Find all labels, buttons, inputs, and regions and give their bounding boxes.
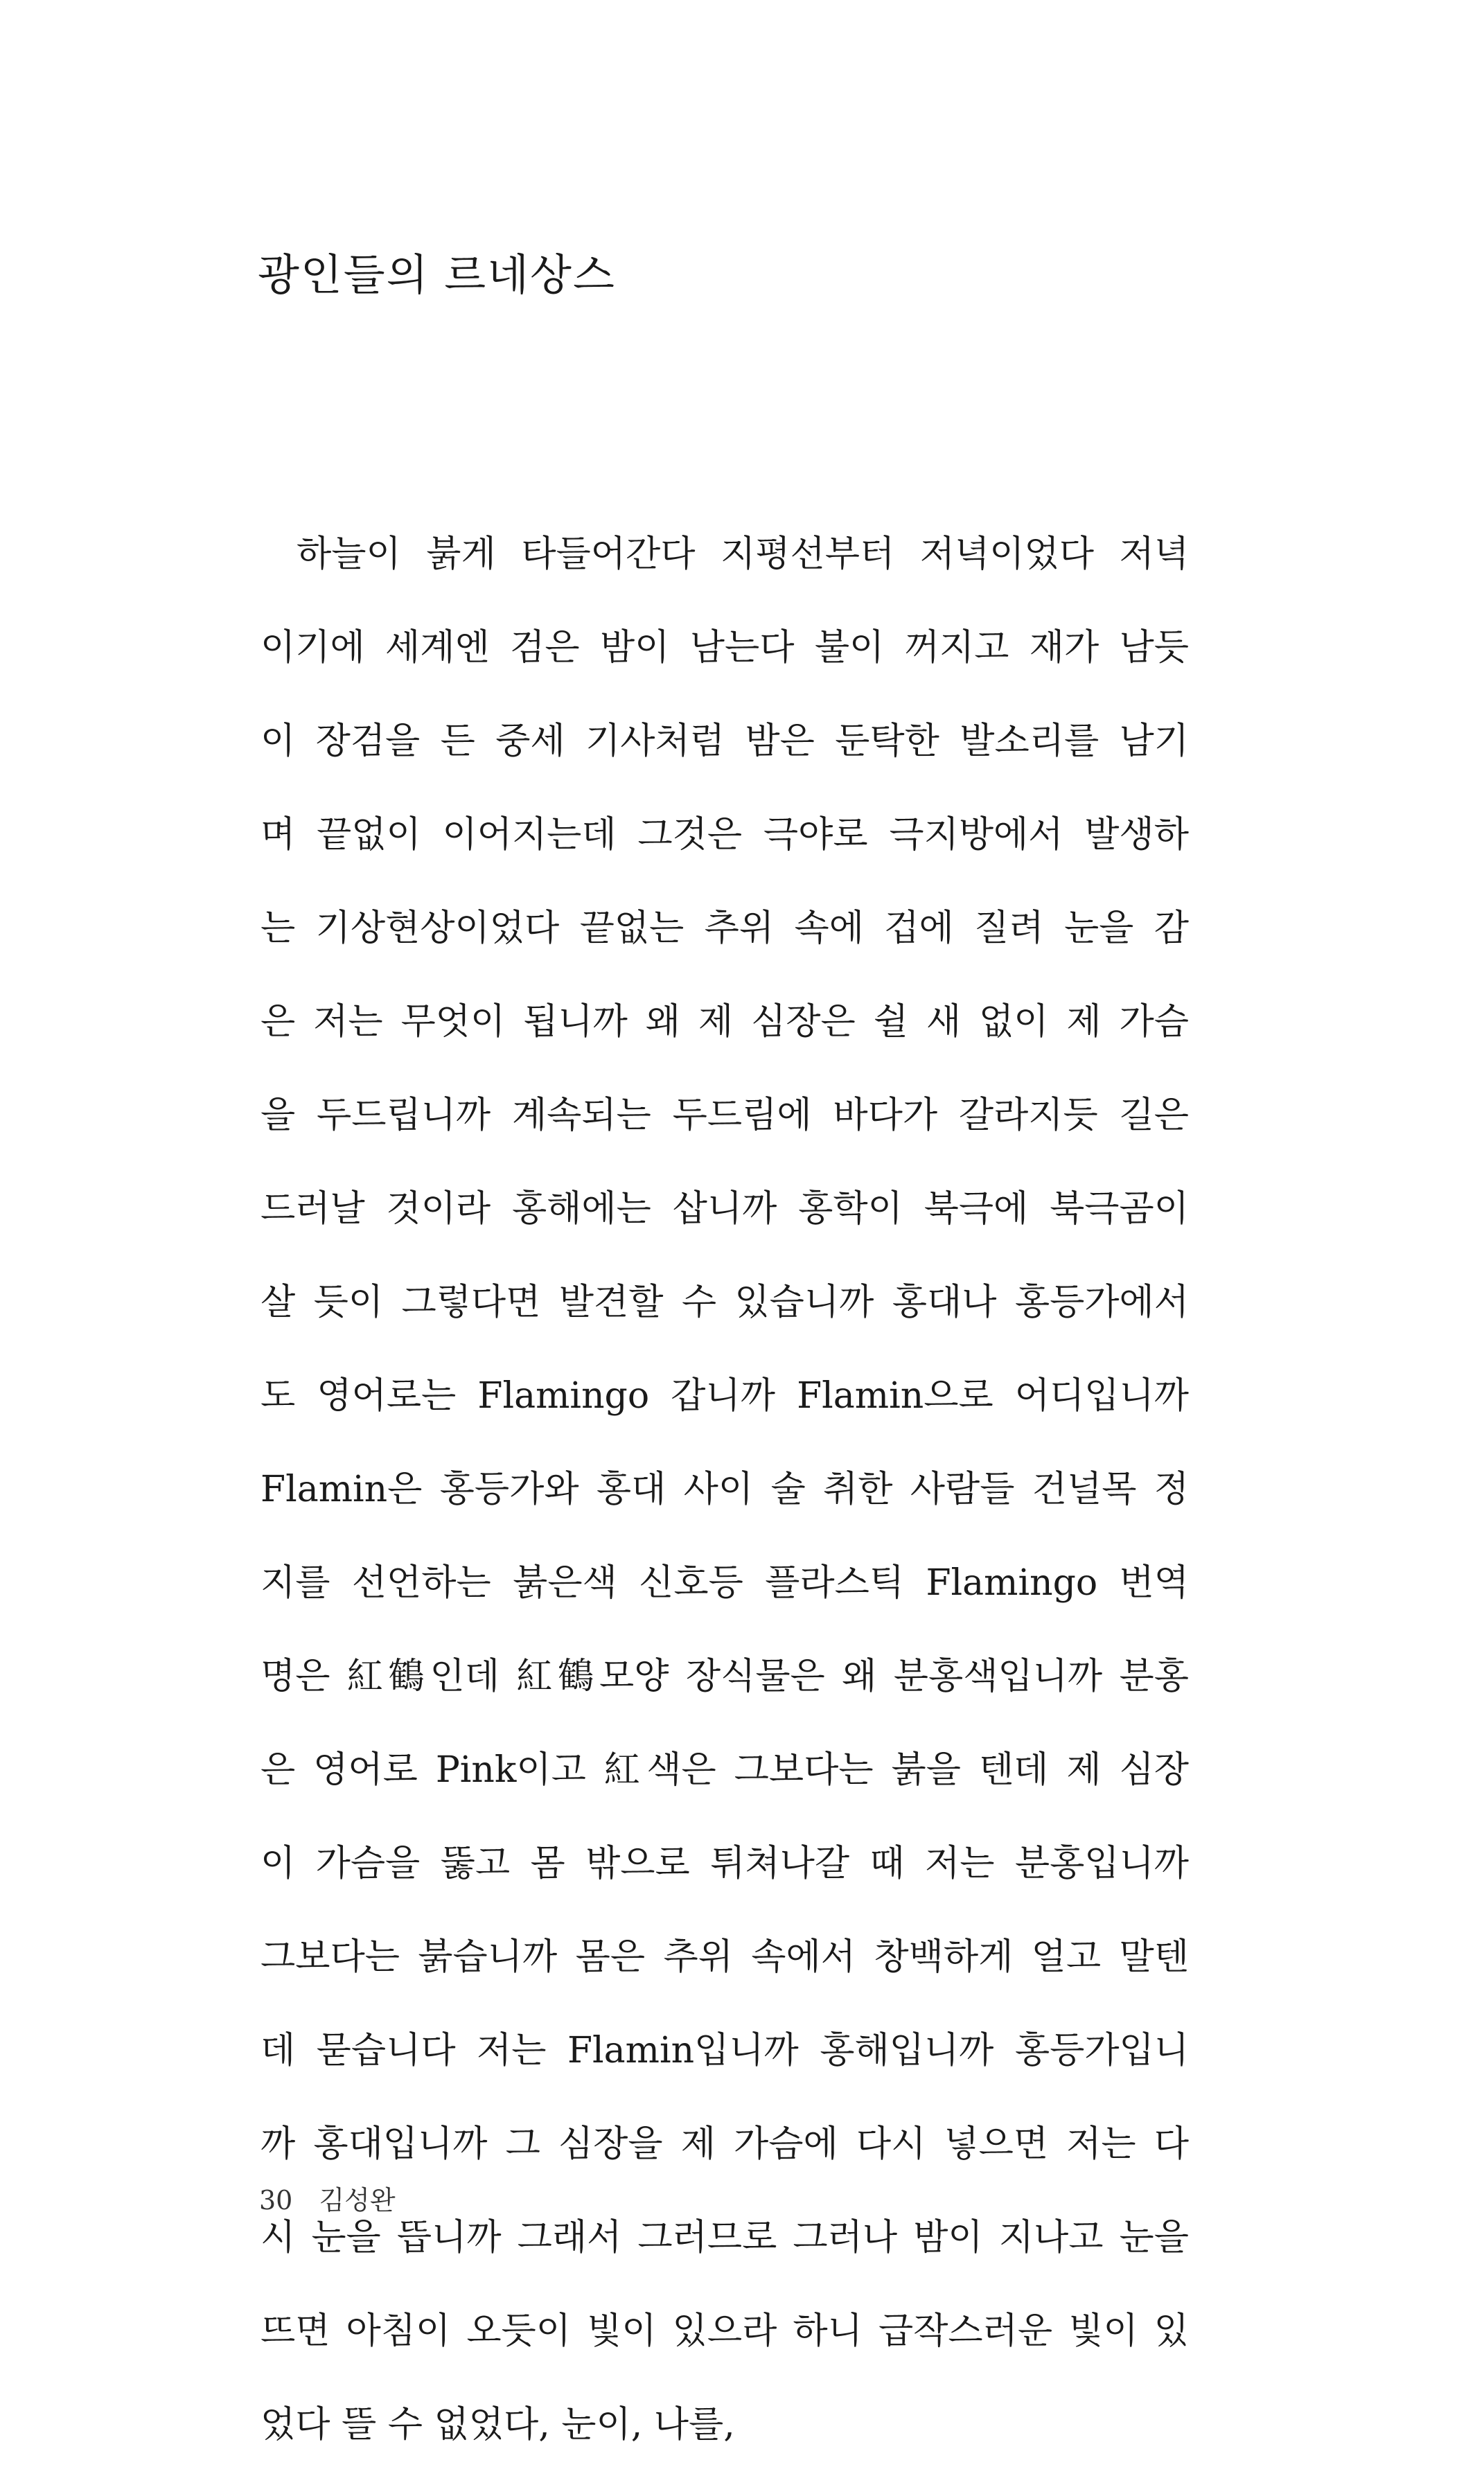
- poem-line: 그보다는 붉습니까 몸은 추위 속에서 창백하게 얼고 말텐: [260, 1936, 1189, 1978]
- poem-line: Flamin은 홍등가와 홍대 사이 술 취한 사람들 건널목 정: [260, 1469, 1189, 1510]
- poem-line: 이 가슴을 뚫고 몸 밖으로 튀쳐나갈 때 저는 분홍입니까: [260, 1843, 1189, 1884]
- poem-line: 이기에 세계엔 검은 밤이 남는다 불이 꺼지고 재가 남듯: [260, 627, 1189, 669]
- poem-line: 뜨면 아침이 오듯이 빛이 있으라 하니 급작스러운 빛이 있: [260, 2310, 1189, 2352]
- poem-line: 살 듯이 그렇다면 발견할 수 있습니까 홍대나 홍등가에서: [260, 1282, 1189, 1323]
- page-number: 30: [259, 2185, 293, 2216]
- poem-line: 하늘이 붉게 타들어간다 지평선부터 저녁이었다 저녁: [297, 533, 1189, 575]
- poem-line: 까 홍대입니까 그 심장을 제 가슴에 다시 넣으면 저는 다: [260, 2123, 1189, 2165]
- poem-line: 었다 뜰 수 없었다, 눈이, 나를,: [260, 2404, 735, 2446]
- poem-line: 이 장검을 든 중세 기사처럼 밤은 둔탁한 발소리를 남기: [260, 720, 1189, 762]
- poem-line: 도 영어로는 Flamingo 갑니까 Flamin으로 어디입니까: [260, 1375, 1189, 1417]
- poem-line: 은 저는 무엇이 됩니까 왜 제 심장은 쉴 새 없이 제 가슴: [260, 1001, 1189, 1043]
- poem-line: 을 두드립니까 계속되는 두드림에 바다가 갈라지듯 길은: [260, 1095, 1189, 1136]
- page-footer: [259, 2179, 396, 2217]
- poem-line: 데 묻습니다 저는 Flamin입니까 홍해입니까 홍등가입니: [260, 2030, 1189, 2071]
- author-name: 김성완: [319, 2185, 396, 2216]
- poem-line: 는 기상현상이었다 끝없는 추위 속에 겁에 질려 눈을 감: [260, 908, 1189, 949]
- poem-title: 광인들의 르네상스: [258, 249, 616, 300]
- poem-line: 시 눈을 뜹니까 그래서 그러므로 그러나 밤이 지나고 눈을: [260, 2217, 1189, 2258]
- poem-line: 명은 紅鶴인데 紅鶴모양 장식물은 왜 분홍색입니까 분홍: [260, 1656, 1189, 1697]
- poem-line: 드러날 것이라 홍해에는 삽니까 홍학이 북극에 북극곰이: [260, 1188, 1189, 1230]
- poem-line: 지를 선언하는 붉은색 신호등 플라스틱 Flamingo 번역: [260, 1562, 1189, 1604]
- poem-line: 은 영어로 Pink이고 紅색은 그보다는 붉을 텐데 제 심장: [260, 1749, 1189, 1791]
- poem-line: 며 끝없이 이어지는데 그것은 극야로 극지방에서 발생하: [260, 814, 1189, 856]
- poem-body: [260, 521, 1189, 2485]
